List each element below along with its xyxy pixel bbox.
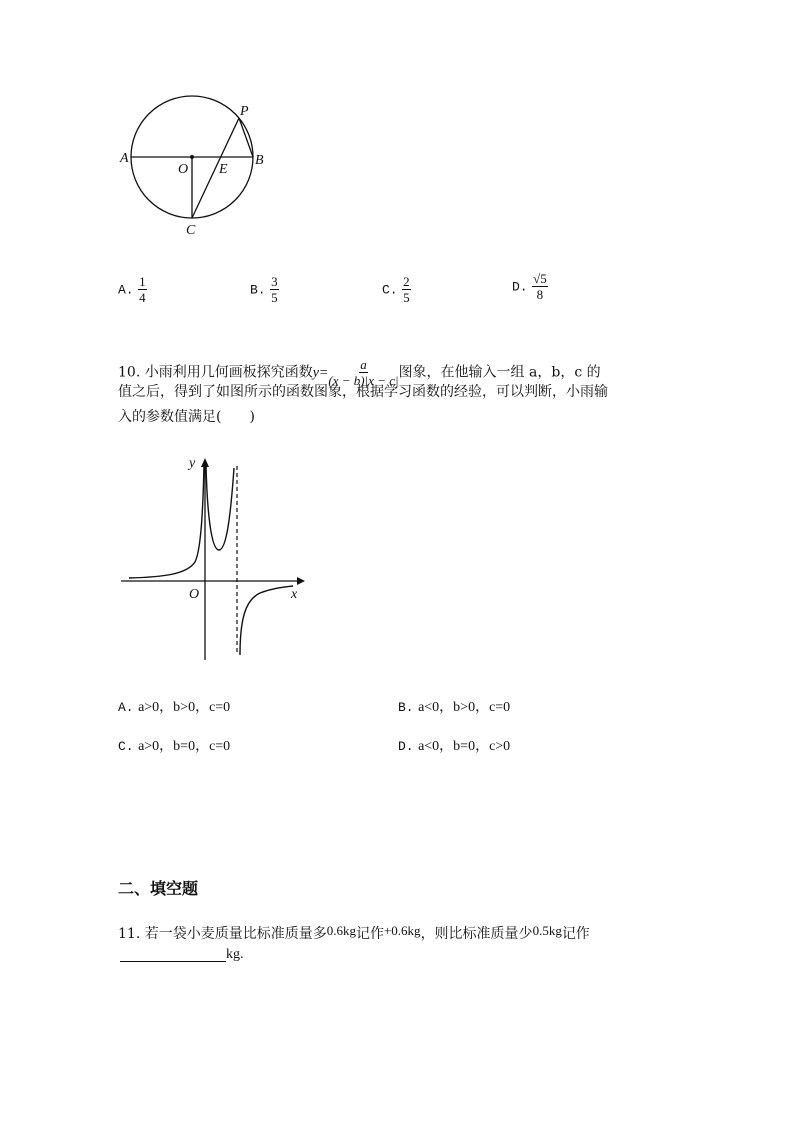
q10-function-fraction: $\frac{a}{(x - b)|x - c|}$ xyxy=(328,357,399,388)
curve-right-branch xyxy=(240,586,293,655)
q10-stem-line1: 10. 小雨利用几何画板探究函数y= $\frac{a}{(x - b)|x - c|}$ 图象，在他输入一组 a，b，c 的 xyxy=(118,357,601,388)
graph-label-y: y xyxy=(189,456,196,471)
label-A: A xyxy=(120,151,129,166)
label-B: B xyxy=(255,153,264,168)
graph-label-origin: O xyxy=(189,587,200,602)
q10-stem-line2: 值之后，得到了如图所示的函数图象，根据学习函数的经验，可以判断，小雨输 xyxy=(118,384,608,400)
q9-option-b[interactable]: B. $\frac{3}{5}$ xyxy=(250,274,278,305)
label-C: C xyxy=(186,223,196,238)
curve-left-branch xyxy=(129,464,204,578)
label-O: O xyxy=(178,162,189,177)
center-point xyxy=(190,155,194,159)
q10-option-d[interactable]: D. a<0，b=0，c>0 xyxy=(398,739,511,754)
segment-PB xyxy=(239,118,253,157)
q10-function-graph xyxy=(115,450,315,665)
q10-stem-line3: 入的参数值满足( ) xyxy=(118,409,255,425)
label-E: E xyxy=(219,162,228,177)
q9-option-a[interactable]: A. $\frac{1}{4}$ xyxy=(118,274,146,305)
q10-option-a[interactable]: A. a>0，b>0，c=0 xyxy=(118,700,231,715)
q11-answer-line[interactable]: kg. xyxy=(120,947,244,962)
q11-stem: 11. 若一袋小麦质量比标准质量多0.6kg记作+0.6kg，则比标准质量少0.5kg记作 xyxy=(118,923,590,942)
q9-option-d[interactable]: D. $\frac{√5}{8}$ xyxy=(512,271,547,302)
q10-option-b[interactable]: B. a<0，b>0，c=0 xyxy=(398,700,511,715)
x-axis-arrow-icon xyxy=(297,577,305,585)
curve-middle-branch xyxy=(206,464,234,550)
section-heading-fill-blank: 二、填空题 xyxy=(118,879,199,898)
q10-option-c[interactable]: C. a>0，b=0，c=0 xyxy=(118,739,231,754)
graph-label-x: x xyxy=(291,587,298,602)
q9-option-c[interactable]: C. $\frac{2}{5}$ xyxy=(382,274,410,305)
y-axis-arrow-icon xyxy=(201,458,209,467)
q9-circle-figure xyxy=(110,95,280,240)
label-P: P xyxy=(240,104,249,119)
answer-blank[interactable] xyxy=(120,949,226,962)
